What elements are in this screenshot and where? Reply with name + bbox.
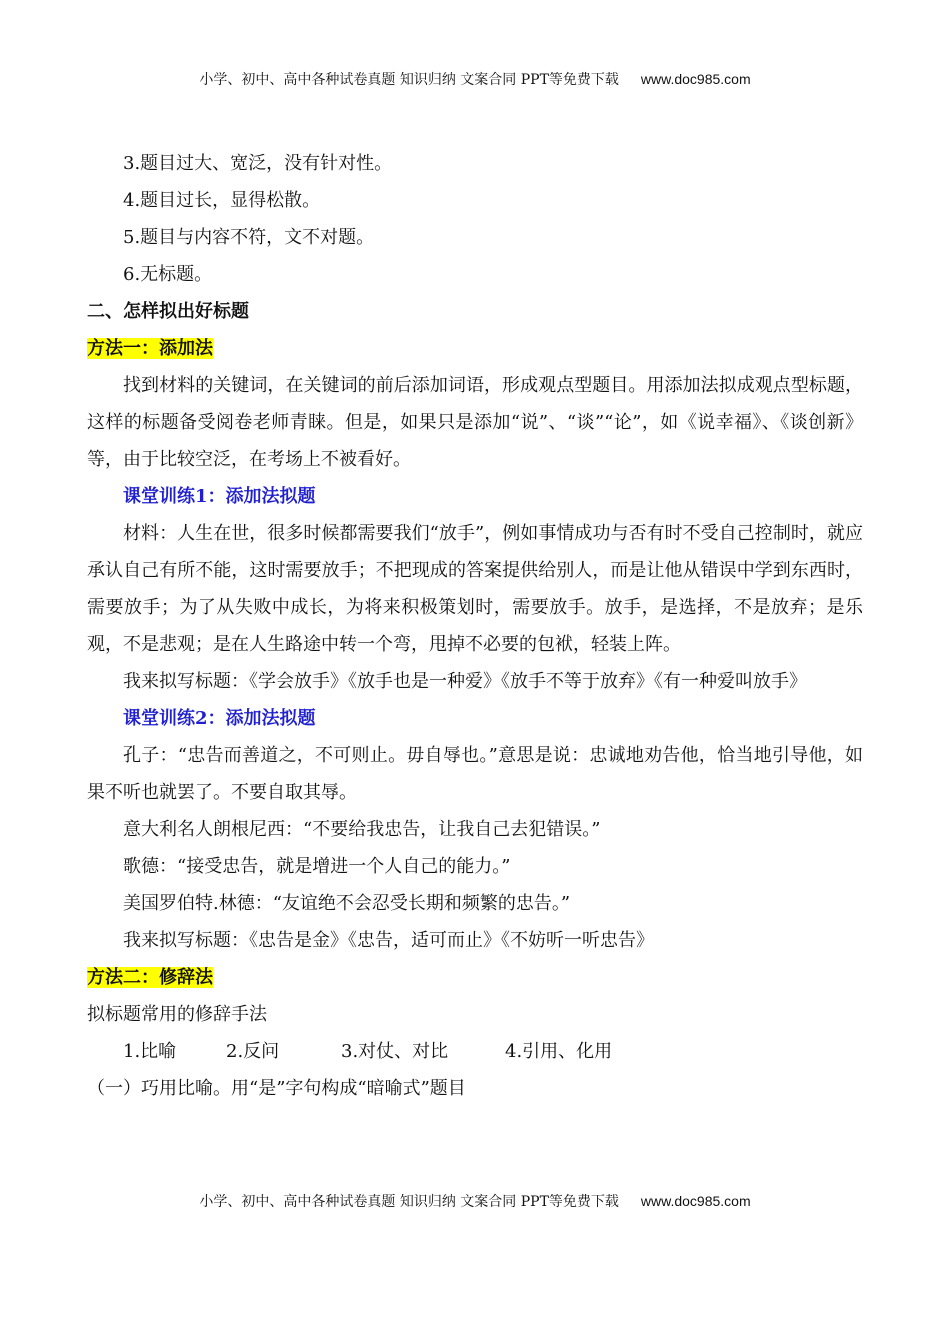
training2-answer: 我来拟写标题：《忠告是金》《忠告，适可而止》《不妨听一听忠告》 <box>123 930 654 951</box>
page-header <box>0 69 950 89</box>
rhetoric-item-question: 2.反问 <box>226 1041 280 1062</box>
header-url[interactable]: www.doc985.com <box>640 71 751 87</box>
training1-heading: 课堂训练1：添加法拟题 <box>123 486 316 507</box>
list-item: 4.题目过长，显得松散。 <box>123 190 321 211</box>
list-item: 5.题目与内容不符，文不对题。 <box>123 227 375 248</box>
method1-heading: 方法一：添加法 <box>87 338 213 359</box>
section-heading: 二、怎样拟出好标题 <box>87 301 249 322</box>
page-footer <box>0 1191 950 1211</box>
method2-sub1: （一）巧用比喻。用“是”字句构成“暗喻式”题目 <box>87 1078 466 1099</box>
document-body <box>87 145 863 1107</box>
method2-heading: 方法二：修辞法 <box>87 967 213 988</box>
footer-url[interactable]: www.doc985.com <box>640 1193 751 1209</box>
method2-intro: 拟标题常用的修辞手法 <box>87 1004 267 1025</box>
rhetoric-item-contrast: 3.对仗、对比 <box>341 1041 449 1062</box>
training1-material: 材料：人生在世，很多时候都需要我们“放手”，例如事情成功与否有时不受自己控制时，就应承认自己有所不能，这时需要放手；不把现成的答案提供给别人，而是让他从错误中学到东西时，需要放手；为了从失败中成长，为将来积极策划时，需要放手。放手，是选择，不是放弃；是乐观，不是悲观；是在人生路途中转一个弯，甩掉不必要的包袱，轻装上阵。 <box>87 523 863 655</box>
training1-answer: 我来拟写标题：《学会放手》《放手也是一种爱》《放手不等于放弃》《有一种爱叫放手》 <box>123 671 807 692</box>
list-item: 3.题目过大、宽泛，没有针对性。 <box>123 153 393 174</box>
header-text: 小学、初中、高中各种试卷真题 知识归纳 文案合同 PPT等免费下载 <box>199 72 619 88</box>
training2-quote-goethe: 歌德：“接受忠告，就是增进一个人自己的能力。” <box>123 856 511 877</box>
rhetoric-item-metaphor: 1.比喻 <box>123 1041 177 1062</box>
method1-description: 找到材料的关键词，在关键词的前后添加词语，形成观点型题目。用添加法拟成观点型标题，这样的标题备受阅卷老师青睐。但是，如果只是添加“说”、“谈”“论”，如《说幸福》、《谈创新》等，由于比较空泛，在考场上不被看好。 <box>87 375 863 470</box>
training2-quote-confucius: 孔子：“忠告而善道之，不可则止。毋自辱也。”意思是说：忠诚地劝告他，恰当地引导他，如果不听也就罢了。不要自取其辱。 <box>87 745 863 803</box>
rhetoric-item-quote: 4.引用、化用 <box>505 1041 613 1062</box>
training2-quote-lynd: 美国罗伯特.林德：“友谊绝不会忍受长期和频繁的忠告。” <box>123 893 571 914</box>
training2-quote-italian: 意大利名人朗根尼西：“不要给我忠告，让我自己去犯错误。” <box>123 819 601 840</box>
training2-heading: 课堂训练2：添加法拟题 <box>123 708 316 729</box>
list-item: 6.无标题。 <box>123 264 213 285</box>
footer-text: 小学、初中、高中各种试卷真题 知识归纳 文案合同 PPT等免费下载 <box>199 1194 619 1210</box>
rhetoric-list <box>87 1033 863 1070</box>
